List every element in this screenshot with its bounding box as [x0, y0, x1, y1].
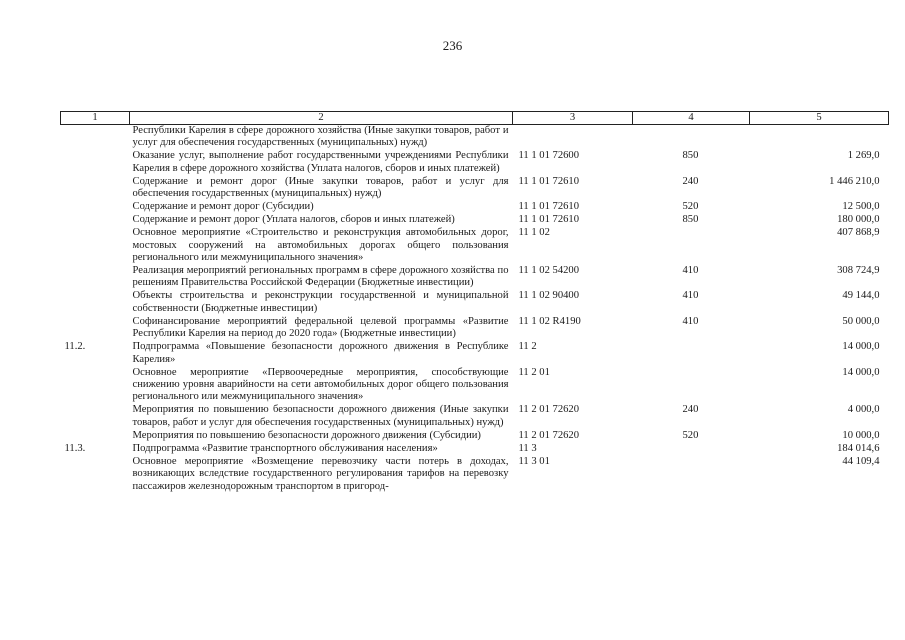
- header-col-1: 1: [61, 112, 130, 125]
- table-row: [61, 125, 889, 151]
- row-amount: 10 000,0: [842, 429, 880, 441]
- header-col-3: 3: [513, 112, 633, 125]
- table-row: [61, 316, 889, 341]
- row-description: Софинансирование мероприятий федеральной целевой программы «Развитие Республики Карелия на период до 2020 года» (Бюджетные инвестиции): [132, 315, 509, 340]
- table-header: [61, 112, 889, 125]
- row-number: [61, 456, 130, 494]
- row-number: [61, 367, 130, 405]
- row-number: [61, 316, 130, 341]
- row-amount: 308 724,9: [837, 265, 880, 277]
- row-description: Содержание и ремонт дорог (Субсидии): [132, 201, 314, 213]
- row-number: [61, 404, 130, 429]
- row-classification-code: 11 3 01: [518, 455, 550, 467]
- row-expense-type: [633, 456, 750, 494]
- table-row: [61, 227, 889, 265]
- budget-table: [60, 111, 889, 494]
- row-expense-type: 410: [682, 265, 699, 277]
- row-amount: 50 000,0: [842, 315, 880, 327]
- row-expense-type: 520: [682, 429, 699, 441]
- row-number: [61, 201, 130, 214]
- row-amount: [750, 125, 889, 151]
- row-expense-type: [633, 443, 750, 456]
- header-row: [61, 112, 889, 125]
- row-description: Основное мероприятие «Первоочередные мероприятия, способствующие снижению уровня аварийности на сети автомобильных дорог общего пользования регионального или межмуниципального значения»: [132, 366, 509, 403]
- table-row: [61, 214, 889, 227]
- row-expense-type: 850: [682, 150, 699, 162]
- row-classification-code: 11 1 01 72600: [518, 150, 580, 162]
- row-amount: 49 144,0: [842, 290, 880, 302]
- row-number: [61, 227, 130, 265]
- row-classification-code: 11 1 02: [518, 227, 550, 239]
- row-classification-code: 11 2 01 72620: [518, 404, 580, 416]
- table-body: [61, 125, 889, 494]
- row-classification-code: 11 1 01 72610: [518, 175, 580, 187]
- row-description: Подпрограмма «Повышение безопасности дорожного движения в Республике Карелия»: [132, 341, 509, 365]
- table-row: [61, 341, 889, 366]
- table-row: [61, 443, 889, 456]
- table-row: [61, 150, 889, 175]
- row-expense-type: 410: [682, 290, 699, 302]
- table-row: [61, 176, 889, 201]
- row-description: Мероприятия по повышению безопасности дорожного движения (Иные закупки товаров, работ и услуг для обеспечения государственных (муниципальных) нужд): [132, 404, 509, 428]
- row-classification-code: 11 2 01 72620: [518, 429, 580, 441]
- row-number: [61, 290, 130, 315]
- table-row: [61, 456, 889, 494]
- row-description: Основное мероприятие «Строительство и реконструкция автомобильных дорог, мостовых сооружений на автомобильных дорогах общего пользования регионального или межмуниципального значения»: [132, 227, 509, 264]
- row-classification-code: 11 1 01 72610: [518, 214, 580, 226]
- row-amount: 14 000,0: [842, 341, 880, 353]
- row-amount: 44 109,4: [842, 455, 880, 467]
- row-classification-code: 11 3: [518, 442, 537, 454]
- row-classification-code: 11 1 02 54200: [518, 265, 580, 277]
- row-classification-code: 11 1 02 R4190: [518, 315, 581, 327]
- row-description: Объекты строительства и реконструкции государственной и муниципальной собственности (Бюджетные инвестиции): [132, 290, 509, 314]
- row-expense-type: [633, 227, 750, 265]
- row-description: Содержание и ремонт дорог (Уплата налогов, сборов и иных платежей): [132, 214, 455, 226]
- table-row: [61, 404, 889, 429]
- row-description: Содержание и ремонт дорог (Иные закупки товаров, работ и услуг для обеспечения государственных (муниципальных) нужд): [132, 175, 509, 200]
- row-classification-code: 11 1 02 90400: [518, 290, 580, 302]
- row-description: Мероприятия по повышению безопасности дорожного движения (Субсидии): [132, 429, 481, 441]
- row-description: Реализация мероприятий региональных программ в сфере дорожного хозяйства по решениям Правительства Российской Федерации (Бюджетные инвестиции): [132, 265, 509, 289]
- row-expense-type: 410: [682, 315, 699, 327]
- row-number: 11.2.: [64, 341, 86, 353]
- row-description: Основное мероприятие «Возмещение перевозчику части потерь в доходах, возникающих вследствие государственного регулирования тарифов на перевозку пассажиров железнодорожным транспортом в пригород-: [132, 455, 509, 492]
- row-number: [61, 214, 130, 227]
- row-classification-code: 11 2 01: [518, 366, 550, 378]
- page-number: 236: [442, 38, 463, 53]
- row-amount: 4 000,0: [847, 404, 880, 416]
- row-description: Республики Карелия в сфере дорожного хозяйства (Иные закупки товаров, работ и услуг для обеспечения государственных (муниципальных) нужд): [132, 125, 509, 149]
- row-amount: 14 000,0: [842, 366, 880, 378]
- row-expense-type: 240: [682, 175, 699, 187]
- row-number: [61, 430, 130, 443]
- row-amount: 1 446 210,0: [829, 175, 880, 187]
- header-col-5: 5: [750, 112, 889, 125]
- row-number: 11.3.: [64, 442, 86, 454]
- table-row: [61, 367, 889, 405]
- row-number: [61, 265, 130, 290]
- row-number: [61, 150, 130, 175]
- header-col-4: 4: [633, 112, 750, 125]
- row-classification-code: [513, 125, 633, 151]
- row-expense-type: 850: [682, 214, 699, 226]
- row-amount: 407 868,9: [837, 227, 880, 239]
- row-expense-type: [633, 125, 750, 151]
- row-description: Оказание услуг, выполнение работ государственными учреждениями Республики Карелия в сфере дорожного хозяйства (Уплата налогов, сборов и иных платежей): [132, 150, 509, 174]
- table-row: [61, 430, 889, 443]
- row-amount: 180 000,0: [837, 214, 880, 226]
- row-classification-code: 11 1 01 72610: [518, 201, 580, 213]
- row-expense-type: 240: [682, 404, 699, 416]
- row-expense-type: 520: [682, 201, 699, 213]
- row-classification-code: 11 2: [518, 341, 537, 353]
- header-col-2: 2: [130, 112, 513, 125]
- row-number: [61, 176, 130, 201]
- row-expense-type: [633, 367, 750, 405]
- table-row: [61, 265, 889, 290]
- row-amount: 1 269,0: [847, 150, 880, 162]
- row-expense-type: [633, 341, 750, 366]
- row-number: [61, 125, 130, 151]
- row-description: Подпрограмма «Развитие транспортного обслуживания населения»: [132, 442, 438, 454]
- row-amount: 184 014,6: [837, 442, 880, 454]
- table-row: [61, 201, 889, 214]
- row-amount: 12 500,0: [842, 201, 880, 213]
- table-row: [61, 290, 889, 315]
